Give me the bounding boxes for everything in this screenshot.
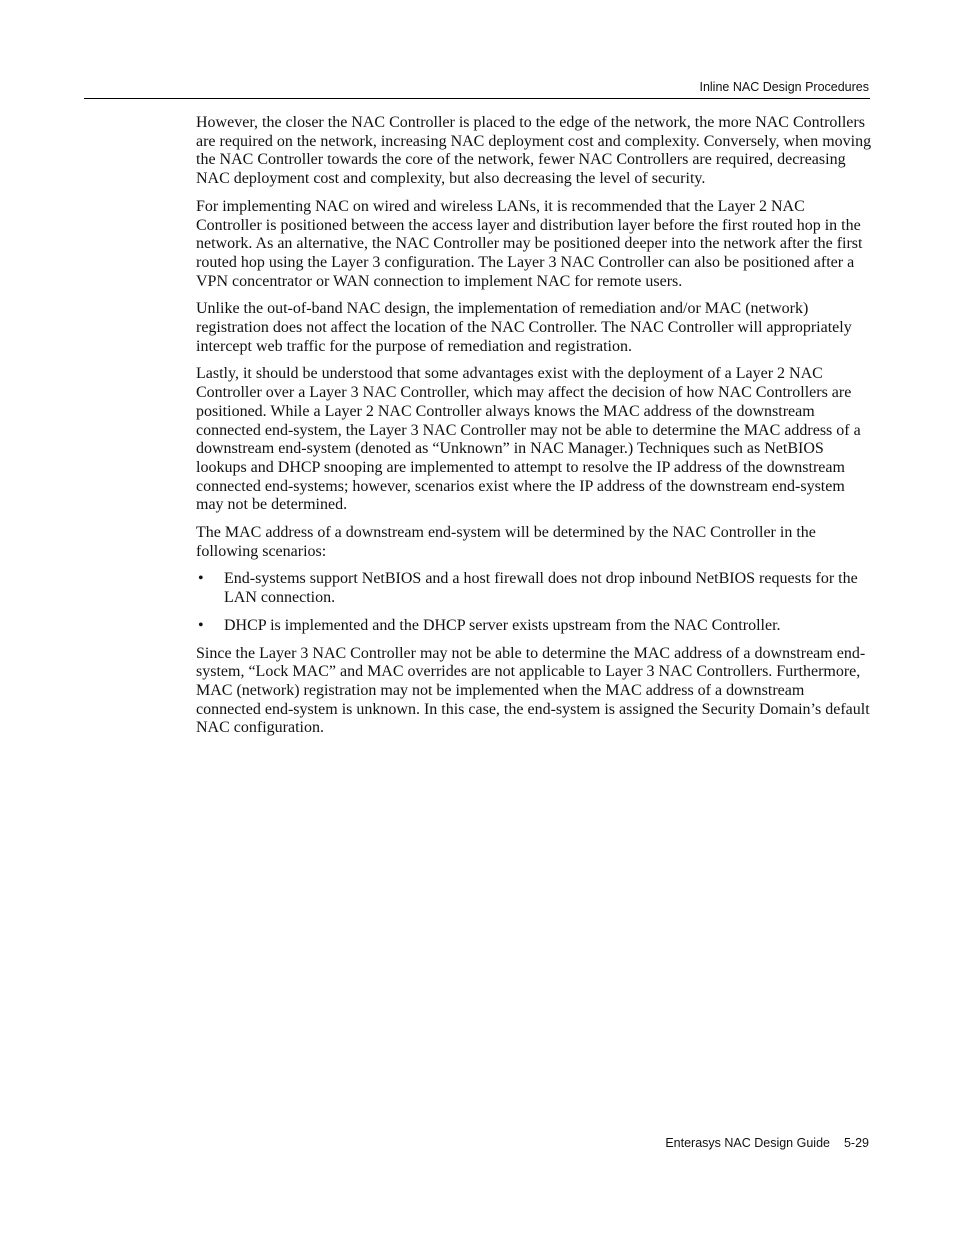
bullet-item bbox=[196, 570, 872, 607]
bullet-icon: • bbox=[198, 570, 204, 588]
body-text bbox=[196, 114, 872, 747]
header-rule bbox=[84, 98, 870, 99]
paragraph: The MAC address of a downstream end-system will be determined by the NAC Controller in the following scenarios: bbox=[196, 524, 816, 560]
paragraph: For implementing NAC on wired and wireless LANs, it is recommended that the Layer 2 NAC Controller is positioned between the access layer and distribution layer before the first routed hop in the network. As an alternative, the NAC Controller may be positioned deeper into the network after the first routed hop using the Layer 3 configuration. The Layer 3 NAC Controller can also be positioned after a VPN concentrator or WAN connection to implement NAC for remote users. bbox=[196, 197, 863, 290]
bullet-icon: • bbox=[198, 616, 204, 634]
paragraph: Unlike the out-of-band NAC design, the implementation of remediation and/or MAC (network) registration does not affect the location of the NAC Controller. The NAC Controller will appropriately intercept web traffic for the purpose of remediation and registration. bbox=[196, 300, 852, 355]
bullet-item bbox=[196, 617, 872, 636]
running-header: Inline NAC Design Procedures bbox=[699, 80, 869, 94]
paragraph: However, the closer the NAC Controller is placed to the edge of the network, the more NAC Controllers are required on the network, increasing NAC deployment cost and complexity. Conversely, when moving the NAC Controller towards the core of the network, fewer NAC Controllers are required, decreasing NAC deployment cost and complexity, but also decreasing the level of security. bbox=[196, 114, 872, 188]
bullet-list bbox=[196, 570, 872, 635]
running-footer bbox=[665, 1135, 869, 1151]
paragraph: Lastly, it should be understood that some advantages exist with the deployment of a Layer 2 NAC Controller over a Layer 3 NAC Controller, which may affect the decision of how NAC Controllers are positioned. While a Layer 2 NAC Controller always knows the MAC address of the downstream connected end-system, the Layer 3 NAC Controller may not be able to determine the MAC address of a downstream end-system (denoted as “Unknown” in NAC Manager.) Techniques such as NetBIOS lookups and DHCP snooping are implemented to attempt to resolve the IP address of the downstream connected end-systems; however, scenarios exist where the IP address of the downstream end-system may not be determined. bbox=[196, 365, 861, 514]
paragraph: Since the Layer 3 NAC Controller may not be able to determine the MAC address of a downstream end-system, “Lock MAC” and MAC overrides are not applicable to Layer 3 NAC Controllers. Furthermore, MAC (network) registration may not be implemented when the MAC address of a downstream connected end-system is unknown. In this case, the end-system is assigned the Security Domain’s default NAC configuration. bbox=[196, 644, 870, 737]
bullet-text: DHCP is implemented and the DHCP server exists upstream from the NAC Controller. bbox=[224, 616, 781, 634]
bullet-text: End-systems support NetBIOS and a host firewall does not drop inbound NetBIOS requests for the LAN connection. bbox=[224, 570, 858, 607]
footer-guide-title: Enterasys NAC Design Guide bbox=[665, 1136, 830, 1150]
page-number: 5-29 bbox=[843, 1136, 869, 1150]
